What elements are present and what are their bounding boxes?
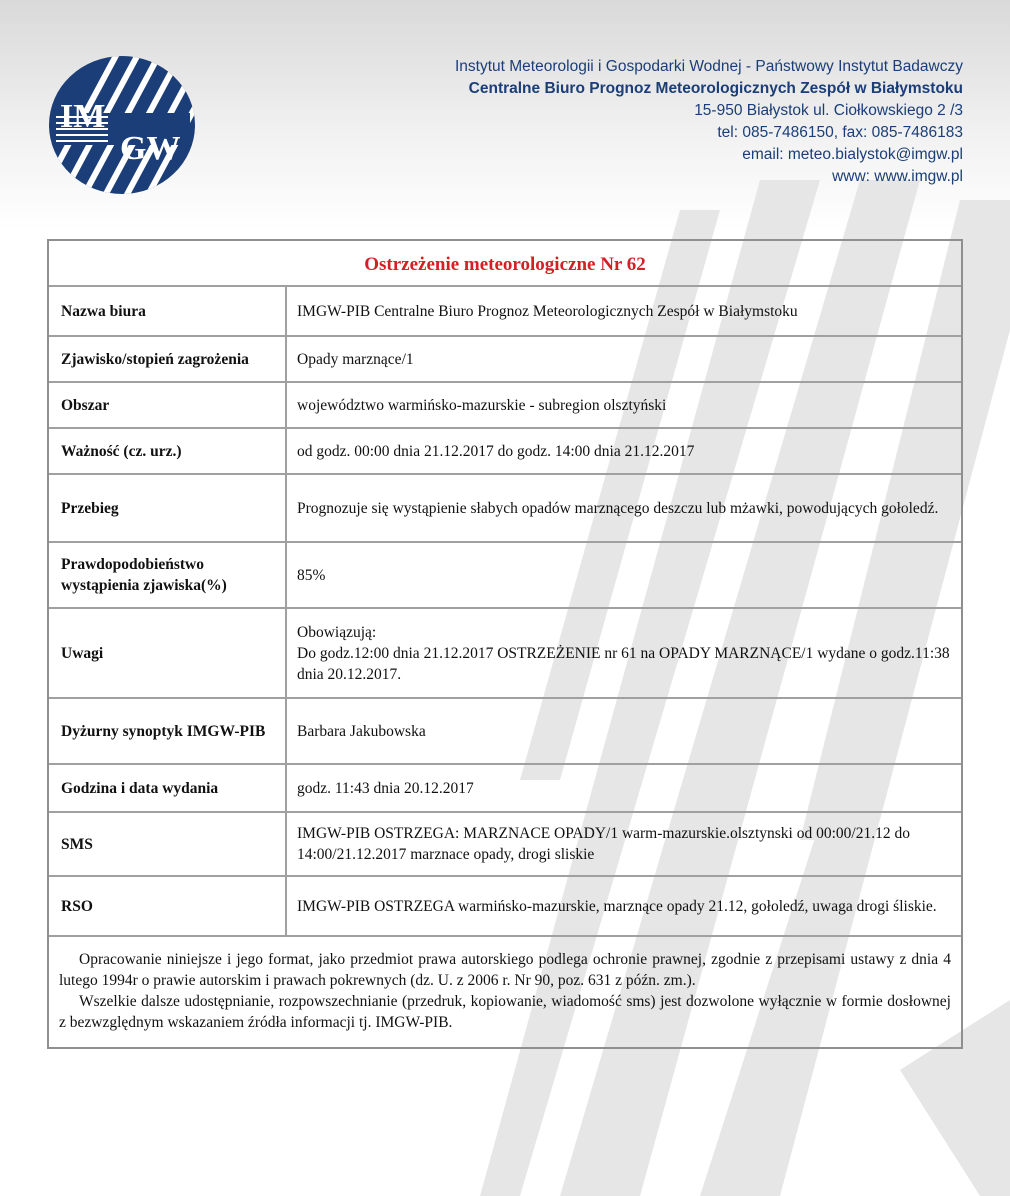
row-label: RSO xyxy=(49,877,287,935)
row-label: Godzina i data wydania xyxy=(49,765,287,811)
logo-text-im: IM xyxy=(60,98,106,135)
table-row xyxy=(49,699,961,765)
phone-fax: tel: 085-7486150, fax: 085-7486183 xyxy=(717,124,963,141)
usage-paragraph: Wszelkie dalsze udostępnianie, rozpowszechnianie (przedruk, kopiowanie, wiadomość sms) jest dozwolone wyłącznie w formie dosłownej z bezwzględnym wskazaniem źródła informacji tj. IMGW-PIB. xyxy=(59,993,951,1031)
warning-title: Ostrzeżenie meteorologiczne Nr 62 xyxy=(49,241,961,287)
row-value xyxy=(287,609,961,697)
row-label: SMS xyxy=(49,813,287,875)
row-label: Zjawisko/stopień zagrożenia xyxy=(49,337,287,381)
remarks-text: Do godz.12:00 dnia 21.12.2017 OSTRZEŻENIE nr 61 na OPADY MARZNĄCE/1 wydane o godz.11:38 dnia 20.12.2017. xyxy=(297,644,950,683)
email: email: meteo.bialystok@imgw.pl xyxy=(742,146,963,163)
row-value: województwo warmińsko-mazurskie - subregion olsztyński xyxy=(297,396,667,414)
row-value: Opady marznące/1 xyxy=(297,350,414,368)
address: 15-950 Białystok ul. Ciołkowskiego 2 /3 xyxy=(694,102,963,119)
letterhead xyxy=(0,0,1010,230)
row-value: Barbara Jakubowska xyxy=(297,722,426,740)
table-row xyxy=(49,337,961,383)
row-label: Ważność (cz. urz.) xyxy=(49,429,287,473)
imgw-logo xyxy=(48,55,196,195)
copyright-paragraph: Opracowanie niniejsze i jego format, jako przedmiot prawa autorskiego podlega ochronie prawnej, zgodnie z przepisami ustawy z dnia 4 lutego 1994r o prawie autorskim i prawach pokrewnych (dz. U. z 2006 r. Nr 90, poz. 631 z późn. zm.). xyxy=(59,951,951,989)
row-label: Przebieg xyxy=(49,475,287,541)
office-name: Centralne Biuro Prognoz Meteorologicznych Zespół w Białymstoku xyxy=(468,80,963,97)
website: www: www.imgw.pl xyxy=(832,168,963,185)
remarks-intro: Obowiązują: xyxy=(297,623,377,641)
row-label: Uwagi xyxy=(49,609,287,697)
table-row xyxy=(49,475,961,543)
table-row xyxy=(49,543,961,609)
table-row xyxy=(49,383,961,429)
row-label: Nazwa biura xyxy=(49,287,287,335)
table-row xyxy=(49,429,961,475)
table-row xyxy=(49,287,961,337)
row-value: Prognozuje się wystąpienie słabych opadów marznącego deszczu lub mżawki, powodujących gołoledź. xyxy=(297,499,939,517)
row-value: 85% xyxy=(297,566,326,584)
row-value: IMGW-PIB Centralne Biuro Prognoz Meteorologicznych Zespół w Białymstoku xyxy=(297,302,798,320)
warning-table xyxy=(47,239,963,1049)
logo-text-gw: GW xyxy=(120,130,181,167)
table-row xyxy=(49,813,961,877)
table-row xyxy=(49,609,961,699)
row-value: IMGW-PIB OSTRZEGA: MARZNACE OPADY/1 warm-mazurskie.olsztynski od 00:00/21.12 do 14:00/21.12.2017 marznace opady, drogi sliskie xyxy=(297,825,910,863)
row-value: godz. 11:43 dnia 20.12.2017 xyxy=(297,779,474,797)
row-label: Prawdopodobieństwo wystąpienia zjawiska(%) xyxy=(49,543,287,607)
row-value: od godz. 00:00 dnia 21.12.2017 do godz. 14:00 dnia 21.12.2017 xyxy=(297,442,695,460)
row-label: Dyżurny synoptyk IMGW-PIB xyxy=(49,699,287,763)
remarks-block xyxy=(297,622,951,685)
row-label: Obszar xyxy=(49,383,287,427)
copyright-notice xyxy=(49,937,961,1047)
row-value: IMGW-PIB OSTRZEGA warmińsko-mazurskie, marznące opady 21.12, gołoledź, uwaga drogi śliskie. xyxy=(297,897,937,915)
institute-contact-block xyxy=(455,56,963,188)
table-row xyxy=(49,877,961,937)
table-row xyxy=(49,765,961,813)
institute-name: Instytut Meteorologii i Gospodarki Wodnej - Państwowy Instytut Badawczy xyxy=(455,58,963,75)
